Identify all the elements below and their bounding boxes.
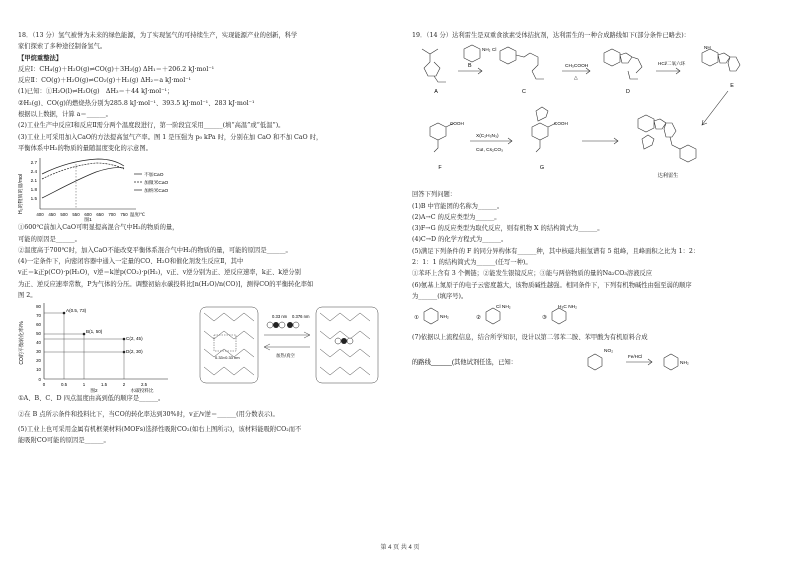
fig2-point-label: B(1, 50) [86,329,103,335]
fig2-ytick: 0 [38,377,41,383]
fig2-point-label: C(2, 45) [126,336,143,342]
mof-pore-left [214,335,236,351]
compound-label-d: D [626,89,630,96]
compound-label-a: A [434,89,438,96]
base-group: H₃C NH₂ [558,305,578,311]
fig2-caption: 图2 [90,388,98,394]
structure-c [500,47,544,79]
structure-d [604,49,642,79]
reagent-condition: CuI, Cs₂CO₃ [476,148,504,154]
figure-1 [18,154,390,222]
fig1-ytick: 2.4 [30,169,37,175]
nitro-group: NO₂ [604,348,614,354]
fig1-xtick: 500 [60,212,68,218]
q19-line: (1)B 中官能团的名称为______。 [412,202,504,210]
structure-diamine [464,45,480,62]
mof-pore-label: 0.33×0.33 nm [215,355,240,361]
co2-o-atom [335,338,341,344]
q18-line: 家们探索了多种途径制备氢气。 [18,43,107,51]
mof-arrow-back [264,344,310,350]
fig2-ytick: 10 [36,367,41,373]
q19-7-text: 的路线______(其他试剂任选，已知： [412,358,517,366]
q19-line: 回答下列问题： [412,191,457,199]
benzene-ring-2 [486,308,500,324]
mof-framework-left [200,307,258,383]
fig1-xtick: 650 [96,212,104,218]
fig1-ylabel: H₂的物质的量/mol [18,174,24,215]
nitrobenzene-ring [588,354,602,370]
fig2-ytick: 20 [36,358,41,364]
synthesis-scheme-svg [412,41,784,189]
fig2-point-label: D(2, 30) [126,349,143,355]
fig2-xtick: 1.5 [100,382,108,388]
fig1-xtick: 400 [36,212,44,218]
arrow-d-to-e [656,68,680,74]
mof-label: 0.376 nm [292,314,310,320]
fig1-ytick: 1.5 [30,196,37,202]
co2-c-atom [341,338,347,344]
group-label: COOH [554,121,568,127]
fig2-point-b [83,333,86,336]
fig2-ytick: 40 [36,340,41,346]
q18-line: 为正、逆反应速率常数，P为气体的分压。调整初始水碳投料比[n(H₂O)/n(CO)]，测得CO的平衡转化率如 [18,280,314,288]
mof-lattice-right [320,313,370,375]
fig1-legend: 不加CaO [144,173,164,179]
fig2-point-label: A(0.5, 73) [66,308,87,314]
q18-line: ①A、B、C、D 四点温度由高到低的顺序是______。 [18,395,165,403]
q18-line: (3)工业上可采用加入CaO的方法提高氢气产率。图 1 是压强为 p₀ kPa 时，分别在加 CaO 和不加 CaO 时， [18,133,323,141]
structure-e [702,49,740,71]
amino-group: NH₂ [680,360,689,366]
fig1-xtick: 750 [120,212,128,218]
q18-line: 【甲烷重整法】 [18,54,63,62]
q18-line: 平衡体系中H₂的物质的量随温度变化的示意图。 [18,144,152,152]
q18-line: ②温度高于700℃时，加入CaO不能改变平衡体系混合气中H₂的物质的量，可能的原因是______。 [18,246,292,254]
co2-c-atom [273,322,279,328]
mof-illustration [200,307,378,383]
reagent-label: CH₃COOH [565,64,589,70]
structure-f [430,123,454,152]
fig1-xtick: 600 [84,212,92,218]
base-group: NH₂ [440,315,449,321]
q19-7-row [412,344,784,378]
fig2-xunit: 水碳投料比 [130,388,154,394]
base-group: Cl NH₂ [496,305,511,311]
q19-line: (2)A→C 的反应类型为______。 [412,213,501,221]
fig1-curve-nano [42,159,124,174]
q18-line: (1)已知：①H₂O(l)⇌H₂O(g) ΔH₃＝＋44 kJ·mol⁻¹； [18,88,174,96]
fig2-ytick: 50 [36,331,41,337]
q19-line: (7)依据以上流程信息，结合所学知识，设计以第二邻苯二胺、苯甲酸为有机原料合成 [412,334,648,342]
figure-1-chart [18,154,218,222]
q18-line: 根据以上数据，计算 a＝______。 [18,111,112,119]
co2-o-atom [279,322,285,328]
fig2-xtick: 1 [82,382,86,388]
reduction-arrow [626,359,652,365]
fig2-guides [44,313,124,379]
fig2-point-a [63,312,66,315]
q19-line: (4)C→D 的化学方程式为______。 [412,236,508,244]
fig2-xtick: 0 [42,382,46,388]
benzene-ring-3 [552,308,566,324]
q18-line: 反应Ⅰ：CH₄(g)＋H₂O(g)⇌CO(g)＋3H₂(g) ΔH₁＝＋206.2 kJ·mol⁻¹ [18,65,215,73]
fig1-curve-micro [42,163,124,179]
q19-line: (6)氨基上氮原子的电子云密度越大，该物质碱性越强。相同条件下，下列有机物碱性由强至弱的顺序 [412,281,692,289]
q19-line: (3)F→G 的反应类型为取代反应，则有机物 X 的结构简式为______。 [412,225,604,233]
q19-head: 19．（14 分）达利雷生是双重食欲素受体拮抗剂，达利雷生的一种合成路线如下(部分条件已略去)： [412,32,690,39]
group-label: COOH [450,121,464,127]
q18-line: 可能的原因是______。 [18,235,81,243]
structure-product [638,115,696,162]
compound-label-product: 达利雷生 [657,173,679,180]
q19-line: ①苯环上含有 3 个侧链；②能发生银镜反应；③能与两倍物质的量的Na₂CO₃溶液反应 [412,270,653,278]
q18-line: ②在 B 点所示条件和投料比下，当CO的转化率达到30%时，v正/v逆＝______(用分数表示)。 [18,410,279,418]
question-18 [18,30,390,447]
fig2-point-c [123,338,126,341]
mof-lattice-left [204,313,254,375]
arrow-e-to-product [702,91,728,125]
fig1-ytick: 2.7 [30,160,37,166]
mof-arrow-forward [264,332,310,338]
base-number: ③ [542,315,547,322]
co-c-atom [287,322,293,328]
reagent-label: HCl/二氧六环 [658,61,686,67]
co2-o-atom [347,338,353,344]
q19-line: 为______(填序号)。 [412,292,468,300]
figure-2-row [18,301,390,393]
base-structures-svg [412,302,784,332]
group-label: NH [704,45,711,51]
fig1-xtick: 450 [48,212,56,218]
q18-line: 18．（13 分）氢气被誉为未来的绿色能源，为了实现氢气的可持续生产，实现能源产业的创新，科学 [18,32,298,39]
fig2-point-d [123,351,126,354]
structure-g [532,107,556,152]
fig1-curve-none [42,168,124,198]
q18-line: 反应Ⅱ：CO(g)＋H₂O(g)⇌CO₂(g)＋H₂(g) ΔH₂＝a kJ·mol⁻¹ [18,77,192,85]
compound-label-f: F [438,165,442,172]
benzene-ring-1 [424,308,438,324]
fig2-ytick: 60 [36,322,41,328]
group-label: Cl [492,47,497,53]
co2-o-atom [267,322,273,328]
fig2-ytick: 70 [36,313,41,319]
q19-line: 2：1：1 的结构简式为______(任写一种)。 [412,259,532,267]
aniline-ring [664,354,678,370]
figure-2-chart [18,301,390,393]
fig1-legend: 加微米CaO [144,181,169,187]
reagent-label: X(C₂H₃N₃) [476,134,499,140]
base-number: ② [476,315,481,322]
synthesis-scheme [412,41,784,189]
fig2-ytick: 80 [36,304,41,310]
co-o-atom [293,322,299,328]
base-structures [412,302,784,332]
q18-line: 能吸附CO可能的原因是______。 [18,437,110,445]
compound-label-b: B [468,63,472,70]
page-footer: 第 4 页 共 4 页 [380,545,420,551]
q19-line: (5)满足下列条件的 F 的同分异构体有______种，其中核磁共振氢谱有 5 组峰，且峰面积之比为 1：2： [412,247,700,255]
fig2-ylabel: CO的平衡转化率/% [19,321,25,366]
fig1-xtick: 700 [108,212,116,218]
question-19 [412,30,784,378]
mof-label: 0.33 nm [272,314,288,320]
group-label: NH₂ [482,47,491,53]
q18-line: ①600℃前加入CaO可明显提高混合气中H₂的物质的量， [18,224,179,232]
fig2-ytick: 30 [36,349,41,355]
fig1-caption: 图1 [84,218,92,223]
structure-a [422,49,446,82]
fig1-ytick: 1.8 [30,187,37,193]
compound-label-g: G [539,165,545,172]
fig2-xtick: 2.5 [140,382,148,388]
base-number: ① [414,315,419,322]
q18-line: 图 2。 [18,292,37,300]
fig2-xtick: 0.5 [60,382,68,388]
compound-label-e: E [730,83,734,90]
fig1-xunit: 温度/℃ [130,212,145,218]
q18-line: (2)工业生产中反应Ⅰ和反应Ⅱ需分两个温度段进行，第一阶段宜采用______(填“高温”或“低温”)。 [18,122,285,130]
reagent-label: Fe/HCl [628,353,643,359]
arrow-g-to-product [582,138,618,144]
fig1-xtick: 550 [72,212,80,218]
compound-label-c: C [522,89,526,96]
co2-molecules [267,322,353,344]
q18-line: (4)一定条件下，向密闭容器中通入一定量的CO、H₂O和催化剂发生反应Ⅱ，其中 [18,258,244,266]
reagent-condition: △ [574,76,578,82]
fig1-ytick: 2.1 [30,178,37,184]
fig1-legend: 加纳米CaO [144,189,169,195]
q18-line: (5)工业上也可采用金属有机框架材料(MOFs)选择性吸附CO₂(如右上图所示)，该材料能吸附CO₂而不 [18,425,302,433]
q19-7-svg [412,344,784,378]
q18-line: v正＝k正p(CO)·p(H₂O)，v逆＝k逆p(CO₂)·p(H₂)，v正、v逆分别为正、逆反应速率，k正、k逆分别 [18,269,301,277]
fig2-xtick: 2 [122,382,126,388]
q18-line: ②H₂(g)、CO(g)的燃烧热分别为285.8 kJ·mol⁻¹、393.5 kJ·mol⁻¹、283 kJ·mol⁻¹ [18,99,255,107]
mof-label: 加热/真空 [276,353,295,359]
